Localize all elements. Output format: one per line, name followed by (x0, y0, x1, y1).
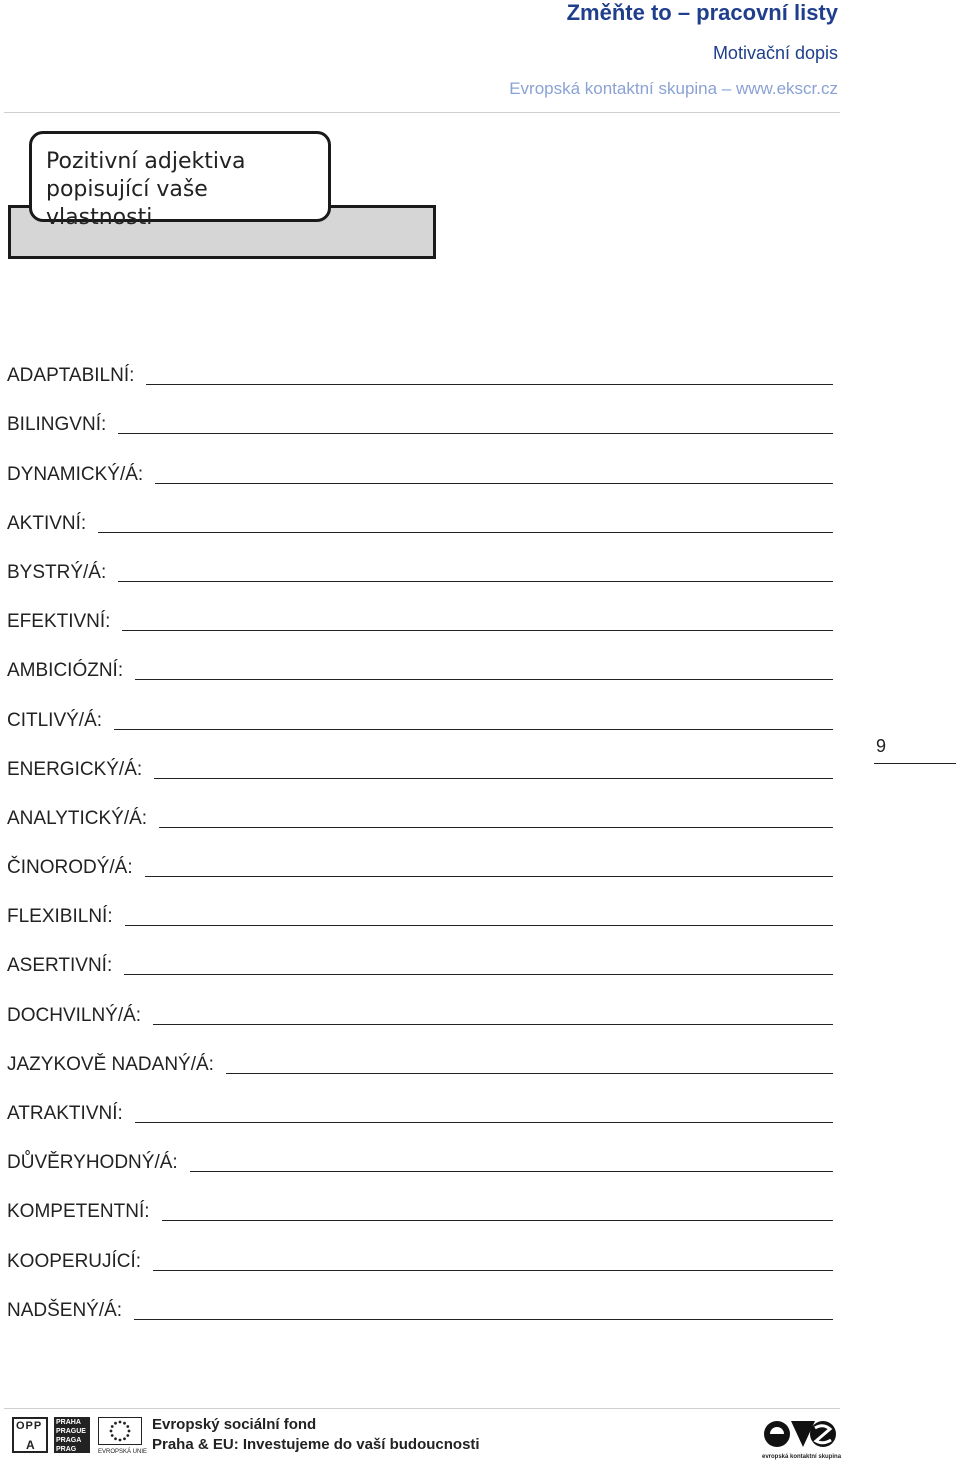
document-header (509, 0, 838, 100)
field-label: FLEXIBILNÍ: (7, 906, 113, 928)
praha-logo: PRAHA PRAGUE PRAGA PRAG (54, 1417, 90, 1453)
field-label: KOMPETENTNÍ: (7, 1201, 150, 1223)
answer-line[interactable] (226, 1053, 833, 1074)
form-row (7, 340, 833, 389)
footer-divider (4, 1408, 840, 1409)
answer-line[interactable] (153, 1250, 833, 1271)
adjective-form (7, 340, 833, 1324)
answer-line[interactable] (190, 1151, 833, 1172)
field-label: DŮVĚRYHODNÝ/Á: (7, 1152, 178, 1174)
field-label: ASERTIVNÍ: (7, 955, 113, 977)
answer-line[interactable] (125, 905, 833, 926)
page-number: 9 (874, 736, 956, 764)
form-row (7, 832, 833, 881)
field-label: JAZYKOVĚ NADANÝ/Á: (7, 1053, 214, 1075)
answer-line[interactable] (145, 856, 833, 877)
form-row (7, 1078, 833, 1127)
field-label: ENERGICKÝ/Á: (7, 758, 143, 780)
form-row (7, 488, 833, 537)
section-callout (29, 131, 331, 230)
callout-line-1: Pozitivní adjektiva (46, 149, 246, 174)
field-label: NADŠENÝ/Á: (7, 1299, 123, 1321)
field-label: AMBICIÓZNÍ: (7, 660, 124, 682)
answer-line[interactable] (98, 512, 833, 533)
eu-flag-logo (98, 1417, 148, 1455)
field-label: DYNAMICKÝ/Á: (7, 463, 144, 485)
esf-line-2: Praha & EU: Investujeme do vaší budoucnosti (152, 1436, 480, 1453)
form-row (7, 881, 833, 930)
opp-logo: OPP A (12, 1417, 48, 1453)
form-row (7, 438, 833, 487)
form-row (7, 389, 833, 438)
header-organization: Evropská kontaktní skupina – www.ekscr.cz (509, 79, 838, 98)
answer-line[interactable] (159, 807, 833, 828)
answer-line[interactable] (162, 1200, 833, 1221)
answer-line[interactable] (146, 364, 833, 385)
answer-line[interactable] (134, 1299, 833, 1320)
field-label: ANALYTICKÝ/Á: (7, 807, 148, 829)
esf-text (152, 1415, 480, 1455)
answer-line[interactable] (153, 1004, 833, 1025)
field-label: ČINORODÝ/Á: (7, 857, 133, 879)
field-label: ATRAKTIVNÍ: (7, 1103, 123, 1124)
eks-logo-icon (760, 1415, 840, 1449)
eks-caption: evropská kontaktní skupina (762, 1454, 842, 1460)
answer-line[interactable] (135, 1102, 833, 1123)
form-row (7, 979, 833, 1028)
field-label: AKTIVNÍ: (7, 512, 87, 534)
form-row (7, 635, 833, 684)
form-row (7, 586, 833, 635)
field-label: ADAPTABILNÍ: (7, 365, 135, 387)
eu-stars-icon (98, 1417, 142, 1445)
form-row (7, 537, 833, 586)
answer-line[interactable] (122, 610, 833, 631)
answer-line[interactable] (118, 413, 833, 434)
callout-line-2: popisující vaše vlastnosti (46, 177, 208, 230)
form-row (7, 684, 833, 733)
header-subtitle: Motivační dopis (712, 43, 838, 63)
eu-caption: EVROPSKÁ UNIE (98, 1449, 148, 1455)
form-row (7, 783, 833, 832)
eks-logo (760, 1415, 840, 1459)
field-label: BILINGVNÍ: (7, 414, 107, 436)
answer-line[interactable] (154, 758, 833, 779)
answer-line[interactable] (135, 659, 833, 680)
answer-line[interactable] (114, 709, 833, 730)
form-row (7, 1029, 833, 1078)
header-title: Změňte to – pracovní listy (566, 0, 838, 25)
form-row (7, 1275, 833, 1324)
answer-line[interactable] (118, 561, 833, 582)
field-label: KOOPERUJÍCÍ: (7, 1250, 142, 1272)
form-row (7, 734, 833, 783)
form-row (7, 1225, 833, 1274)
footer-logos (12, 1415, 480, 1455)
field-label: CITLIVÝ/Á: (7, 709, 103, 731)
field-label: EFEKTIVNÍ: (7, 611, 111, 633)
header-divider (4, 112, 840, 113)
answer-line[interactable] (124, 954, 833, 975)
form-row (7, 1127, 833, 1176)
esf-line-1: Evropský sociální fond (152, 1416, 317, 1433)
form-row (7, 930, 833, 979)
field-label: DOCHVILNÝ/Á: (7, 1004, 142, 1026)
answer-line[interactable] (155, 463, 833, 484)
form-row (7, 1176, 833, 1225)
field-label: BYSTRÝ/Á: (7, 561, 107, 583)
